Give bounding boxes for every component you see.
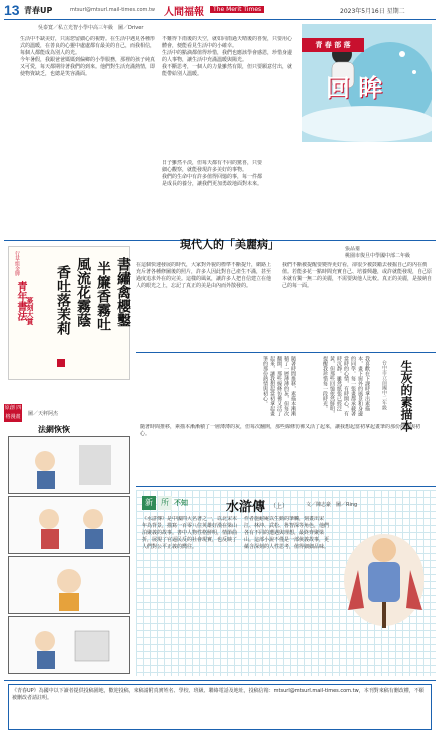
echo-banner xyxy=(302,38,364,52)
comic-title: 法網恢恢 xyxy=(38,425,70,434)
comic-panel-2 xyxy=(8,496,130,554)
sketch-author: 台中市立前國中二年級 xyxy=(381,360,387,410)
calligraphy-sub: 篆刻大賞 xyxy=(26,297,35,325)
sketch-title: 生灰的素描本 xyxy=(399,360,413,432)
comic-panel-1 xyxy=(8,436,130,494)
comic-panel-3-art xyxy=(9,557,129,613)
comic-header xyxy=(4,404,134,422)
sketch-lower-text: 隨著時間推移，素描本漸漸積了一層薄薄的灰，但每次翻開，那些線條彷彿又活了起來，讓我想起當初拿起畫筆的那份熱情與初心。 xyxy=(140,424,420,437)
essay-author: 張品蓁 桃園市復旦中學國中部二年級 xyxy=(345,246,411,259)
sketch-col-1: 我喜歡在下課時拿出素描本，畫下窗外的風景和身邊的同學。每一張畫都承載著當時的心情，有時開心，有時沉靜。雖然紙張已經泛黃，但那些回憶依然鮮明，提醒我珍惜每一段時光。 xyxy=(322,356,370,416)
novel-tag-3: 不知 xyxy=(174,499,188,507)
echo-column-2: 不難得下雨後的天空，就如同雨過天晴後的喜悅，只要用心體會，便能看見生活中的小確幸。 生活中的點滴都值得珍惜，我們也應該學會感恩，珍惜身邊的人事物，讓生活中充滿溫暖與陽光。 我不斷思考，一個人的力量雖然有限，但只要願意付出，就能帶給別人溫暖。 xyxy=(162,36,293,77)
essay-title: 現代人的「美麗病」 xyxy=(180,238,279,251)
echo-banner-title: 回 眸 xyxy=(326,73,383,102)
comic-tag: 原創 四格漫畫 xyxy=(4,405,22,420)
echo-column-1: 生活中不缺美好，只需您留細心的視野。在生活中遇見各種形式的溫暖，在善良的心靈中處處都有最美的自己，而我相信，每個人都能成為別人的光。 今年暑假，我跟爸爸媽媽到偏鄉的小學服務，那裡的孩子純真又可愛，每天都期待著我們的到來。他們對生活充滿熱情，即使物資缺乏，也總是笑容滿面。 xyxy=(20,36,156,77)
calligraphy-line-1: 書繡禽櫻鑿 xyxy=(115,257,131,327)
comic-panel-3 xyxy=(8,556,130,614)
footer-notice: 《青春UP》為國中以下讀者提供投稿園地，歡迎投稿，來稿請附真實姓名、學校、班級、聯絡電話及地址，投稿信箱：mtsurl@mtsurl.mail-times.com.tw，本刊對來稿有刪改權，不願被刪改者請註明。 xyxy=(8,684,432,730)
comic-panel-4 xyxy=(8,616,130,674)
calligraphy-label: 青年書法 xyxy=(15,281,26,321)
essay-body-2: 我們不斷被提醒要變得更好看，卻很少被鼓勵去發掘自己的內在價值。若能多花一點時間充實自己、培養興趣，或許就能發現，自己原本就有獨一無二的美麗，不需要與他人比較。真正的美麗，是接納自己的每一面。 xyxy=(282,262,432,289)
novel-part: （上） xyxy=(270,503,289,510)
novel-col-2: 作者施耐庵以生動的筆觸，刻畫出宋江、林沖、武松、魯智深等角色，他們各有不同的遭遇與理想，最終齊聚梁山。這部小說不僅是一部俠義故事，更蘊含深刻的人性思考，值得細細品味。 xyxy=(244,516,330,550)
paper-name-cn: 人間福報 xyxy=(164,7,204,18)
header-email: mtsurl@mtsurl.mail-times.com.tw xyxy=(70,7,156,13)
novel-tag-1: 新 xyxy=(142,496,156,510)
essay-body-1: 在這個快速發展的時代，大家對外貌的標準不斷提升，網路上充斥著各種修圖後的照片，許多人因此對自己產生不滿，甚至過度追求外在的完美。這樣的風氣，讓許多人把自信建立在他人的眼光之上，忘記了真正的美是由內而外散發的。 xyxy=(136,262,272,289)
calligraphy-line-3: 風流花霧蔭 xyxy=(75,257,91,327)
novel-section xyxy=(136,490,436,676)
novel-illustration xyxy=(338,520,430,630)
calligraphy-seal xyxy=(57,359,65,367)
calligraphy-box xyxy=(8,246,130,380)
echo-column-2b: 日子雖然平淡，但每天都有不同的驚喜，只要細心觀察，就能發現許多美好的事物。 我們的生命中有許多值得回憶的事，每一件都是成長的養分，讓我們更加勇敢地面對未來。 xyxy=(162,160,262,187)
echo-banner-label: 青 春 部 落 xyxy=(315,41,351,49)
comic-panel-1-art xyxy=(9,437,129,493)
comic-author: 圖／天秤阿杰 xyxy=(28,411,59,417)
comic-panel-2-art xyxy=(9,497,129,553)
sketch-col-2: 隨著時間推移，素描本漸漸積了一層薄薄的灰，但每次翻開，那些線條彷彿又活了起來，讓我想起當初拿起畫筆的那份熱情與初心。 xyxy=(262,356,296,416)
page-number: 13 xyxy=(4,2,20,18)
header-rule xyxy=(4,19,436,20)
footer-rule xyxy=(4,680,436,681)
calligraphy-org: 行草組金牌 xyxy=(14,251,20,276)
calligraphy-line-2: 半簾香霧吐 xyxy=(95,261,111,331)
section-divider-2 xyxy=(136,352,436,353)
novel-author: 文／陳志豪 圖／Ring xyxy=(306,502,358,508)
novel-tag-2: 所 xyxy=(158,496,172,510)
section-divider-3 xyxy=(136,486,436,487)
novel-title: 水滸傳 xyxy=(226,500,266,515)
novel-tag xyxy=(142,496,204,512)
comic-panel-4-art xyxy=(9,617,129,673)
echo-author: 吳泰寬／私立光智小學中高三年級 圖／Driver xyxy=(38,25,144,31)
paper-name-en: The Merit Times xyxy=(210,6,264,13)
section-title: 青春UP xyxy=(24,6,53,15)
calligraphy-line-4: 香吐落茉莉 xyxy=(55,265,71,335)
page-header xyxy=(0,0,440,22)
header-date: 2023年5月16日 星期二 xyxy=(340,8,405,15)
novel-col-1: 《水滸傳》是中國四大名著之一，以北宋末年為背景，描寫一百零八位英雄好漢在梁山泊聚義的故事。書中人物性格鮮明，情節曲折，展現了官逼民反的社會現實，也反映了人們對公平正義的嚮往。 xyxy=(142,516,238,550)
